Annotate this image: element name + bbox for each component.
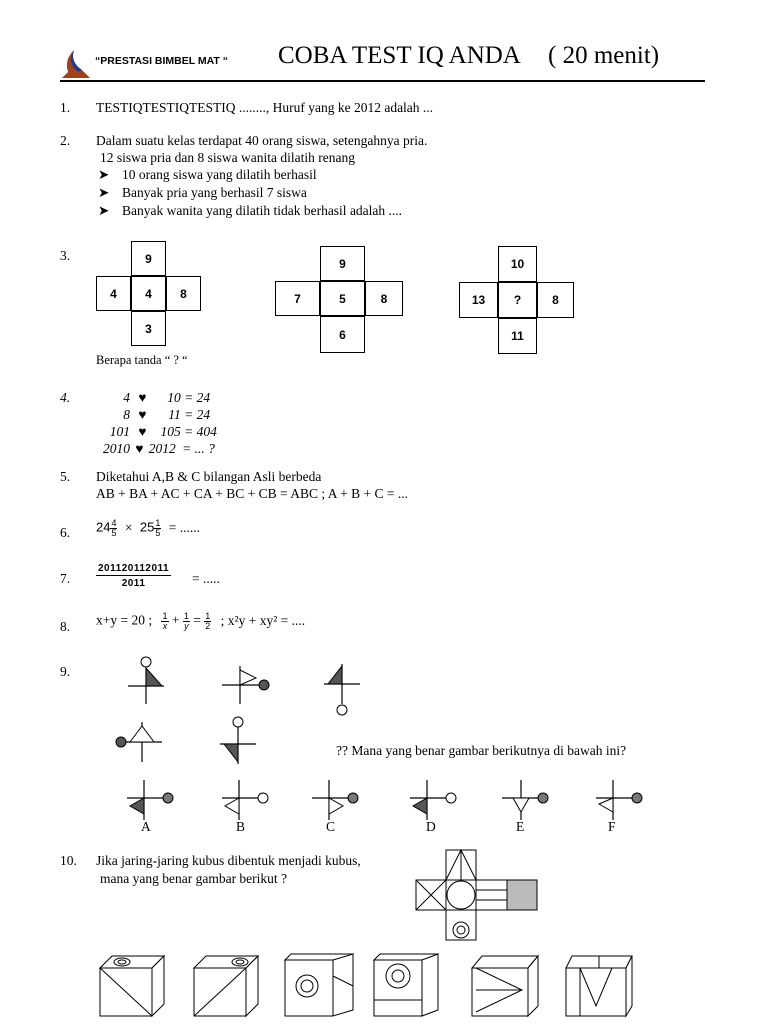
- q7-number: 7.: [60, 571, 71, 586]
- q2-bullet: Banyak pria yang berhasil 7 siswa: [122, 185, 307, 200]
- seq-figure-1: [128, 656, 168, 706]
- q2-bullet-arrow-icon: ➤: [98, 203, 110, 218]
- cross3-bottom: 11: [498, 318, 537, 354]
- heart-icon: ♥: [138, 424, 147, 439]
- option-f-figure[interactable]: [596, 780, 646, 822]
- heart-icon: ♥: [138, 407, 147, 422]
- q6-whole2: 25: [139, 519, 155, 535]
- q7-denominator: 2011: [121, 578, 146, 589]
- option-d-label[interactable]: D: [426, 819, 436, 834]
- q4-b: 10: [167, 390, 181, 405]
- q8-number: 8.: [60, 619, 71, 634]
- cross2-right: 8: [365, 281, 403, 316]
- q6-expression: [96, 519, 200, 538]
- q4-result: = 404: [184, 424, 217, 439]
- option-c-label[interactable]: C: [326, 819, 336, 834]
- cube-net-figure: [416, 848, 540, 942]
- q9-prompt: ?? Mana yang benar gambar berikutnya di bawah ini?: [336, 743, 627, 758]
- q10-line2: mana yang benar gambar berikut ?: [100, 871, 288, 886]
- q6-frac2: $\frac{1}{5}$: [155, 518, 161, 538]
- q8-eq: =: [193, 612, 201, 628]
- cube-option-2[interactable]: [194, 954, 258, 1016]
- seq-figure-4: [114, 722, 164, 764]
- q6-tail: = ......: [168, 519, 200, 535]
- q8-part1: x+y = 20 ;: [96, 612, 153, 628]
- option-e-label[interactable]: E: [516, 819, 525, 834]
- q5-number: 5.: [60, 469, 71, 484]
- cube-option-3[interactable]: [285, 954, 353, 1016]
- bullet-arrow-icon: ➤: [98, 167, 110, 182]
- header-rule: [60, 80, 705, 82]
- q8-plus: +: [171, 612, 180, 628]
- q2-bullet: Banyak wanita yang dilatih tidak berhasil adalah ....: [122, 203, 403, 218]
- cube-option-5[interactable]: [472, 954, 538, 1016]
- option-a-label[interactable]: A: [141, 819, 151, 834]
- brand-label: “PRESTASI BIMBEL MAT “: [95, 55, 229, 67]
- q4-number: 4.: [60, 390, 71, 405]
- q8-frac1: $\frac{1}{x}$: [162, 611, 168, 631]
- q8-expression: [96, 612, 305, 631]
- q4-b: 105: [160, 424, 181, 439]
- cross2-bottom: 6: [320, 316, 365, 353]
- q7-fraction: [96, 563, 171, 589]
- cube-option-4[interactable]: [374, 954, 438, 1016]
- q6-frac1: $\frac{4}{5}$: [111, 518, 117, 538]
- cross2-top: 9: [320, 246, 365, 281]
- option-a-figure[interactable]: [127, 780, 177, 822]
- q4-a: 101: [109, 424, 130, 439]
- q4-a: 8: [123, 407, 130, 422]
- q6-whole1: 24: [96, 519, 111, 535]
- page-title: COBA TEST IQ ANDA: [278, 42, 521, 69]
- q8-frac3: $\frac{1}{2}$: [205, 611, 211, 631]
- q6-number: 6.: [60, 525, 71, 540]
- q5-line2: AB + BA + AC + CA + BC + CB = ABC ; A + B + C = ...: [96, 486, 408, 501]
- cross1-top: 9: [131, 241, 166, 276]
- q10-number: 10.: [60, 853, 77, 868]
- q10-line1: Jika jaring-jaring kubus dibentuk menjadi kubus,: [96, 853, 361, 868]
- q4-result: = ... ?: [182, 441, 215, 456]
- q4-line: [96, 441, 215, 457]
- cube-option-1[interactable]: [100, 954, 164, 1016]
- q2-number: 2.: [60, 133, 71, 148]
- q4-b: 2012: [148, 441, 176, 456]
- q4-line: [96, 390, 236, 406]
- option-b-figure[interactable]: [222, 780, 272, 822]
- q4-line: [96, 424, 217, 440]
- cross3-left: 13: [459, 282, 498, 318]
- q4-b: 11: [168, 407, 181, 422]
- q9-number: 9.: [60, 664, 71, 679]
- option-d-figure[interactable]: [410, 780, 460, 822]
- q3-number: 3.: [60, 248, 71, 263]
- cross2-left: 7: [275, 281, 320, 316]
- cross3-right: 8: [537, 282, 574, 318]
- cross1-center: 4: [131, 276, 166, 311]
- seq-figure-2: [222, 666, 272, 706]
- q8-frac2: $\frac{1}{y}$: [183, 611, 189, 631]
- heart-icon: ♥: [138, 390, 147, 405]
- q7-numerator: 201120112011: [98, 563, 170, 574]
- q4-result: = 24: [184, 390, 211, 405]
- q5-line1: Diketahui A,B & C bilangan Asli berbeda: [96, 469, 322, 484]
- q7-tail: = .....: [192, 571, 220, 586]
- seq-figure-3: [324, 664, 364, 716]
- cross3-center: ?: [498, 282, 537, 318]
- q1-number: 1.: [60, 100, 71, 115]
- cross2-center: 5: [320, 281, 365, 316]
- q2-line1: Dalam suatu kelas terdapat 40 orang siswa, setengahnya pria.: [96, 133, 428, 148]
- q6-op: ×: [124, 519, 133, 535]
- option-b-label[interactable]: B: [236, 819, 246, 834]
- q4-line: [96, 407, 210, 423]
- option-e-figure[interactable]: [502, 780, 552, 822]
- cross1-right: 8: [166, 276, 201, 311]
- cross1-bottom: 3: [131, 311, 166, 346]
- q2-bullet: 10 orang siswa yang dilatih berhasil: [122, 167, 317, 182]
- q3-question: Berapa tanda “ ? “: [96, 353, 188, 367]
- heart-icon: ♥: [135, 441, 144, 456]
- q8-part2: ; x²y + xy² = ....: [220, 612, 306, 628]
- option-f-label[interactable]: F: [608, 819, 616, 834]
- q4-a: 4: [123, 390, 130, 405]
- cross1-left: 4: [96, 276, 131, 311]
- q2-line2: 12 siswa pria dan 8 siswa wanita dilatih renang: [100, 150, 355, 165]
- option-c-figure[interactable]: [312, 780, 362, 822]
- cube-option-6[interactable]: [566, 954, 632, 1016]
- seq-figure-5: [220, 716, 260, 766]
- q4-a: 2010: [103, 441, 130, 456]
- cross3-top: 10: [498, 246, 537, 282]
- bullet-arrow-icon: ➤: [98, 185, 110, 200]
- q1-text: TESTIQTESTIQTESTIQ ........, Huruf yang ke 2012 adalah ...: [96, 100, 434, 115]
- duration-label: ( 20 menit): [548, 42, 660, 69]
- q4-result: = 24: [184, 407, 211, 422]
- logo-icon: [60, 48, 94, 80]
